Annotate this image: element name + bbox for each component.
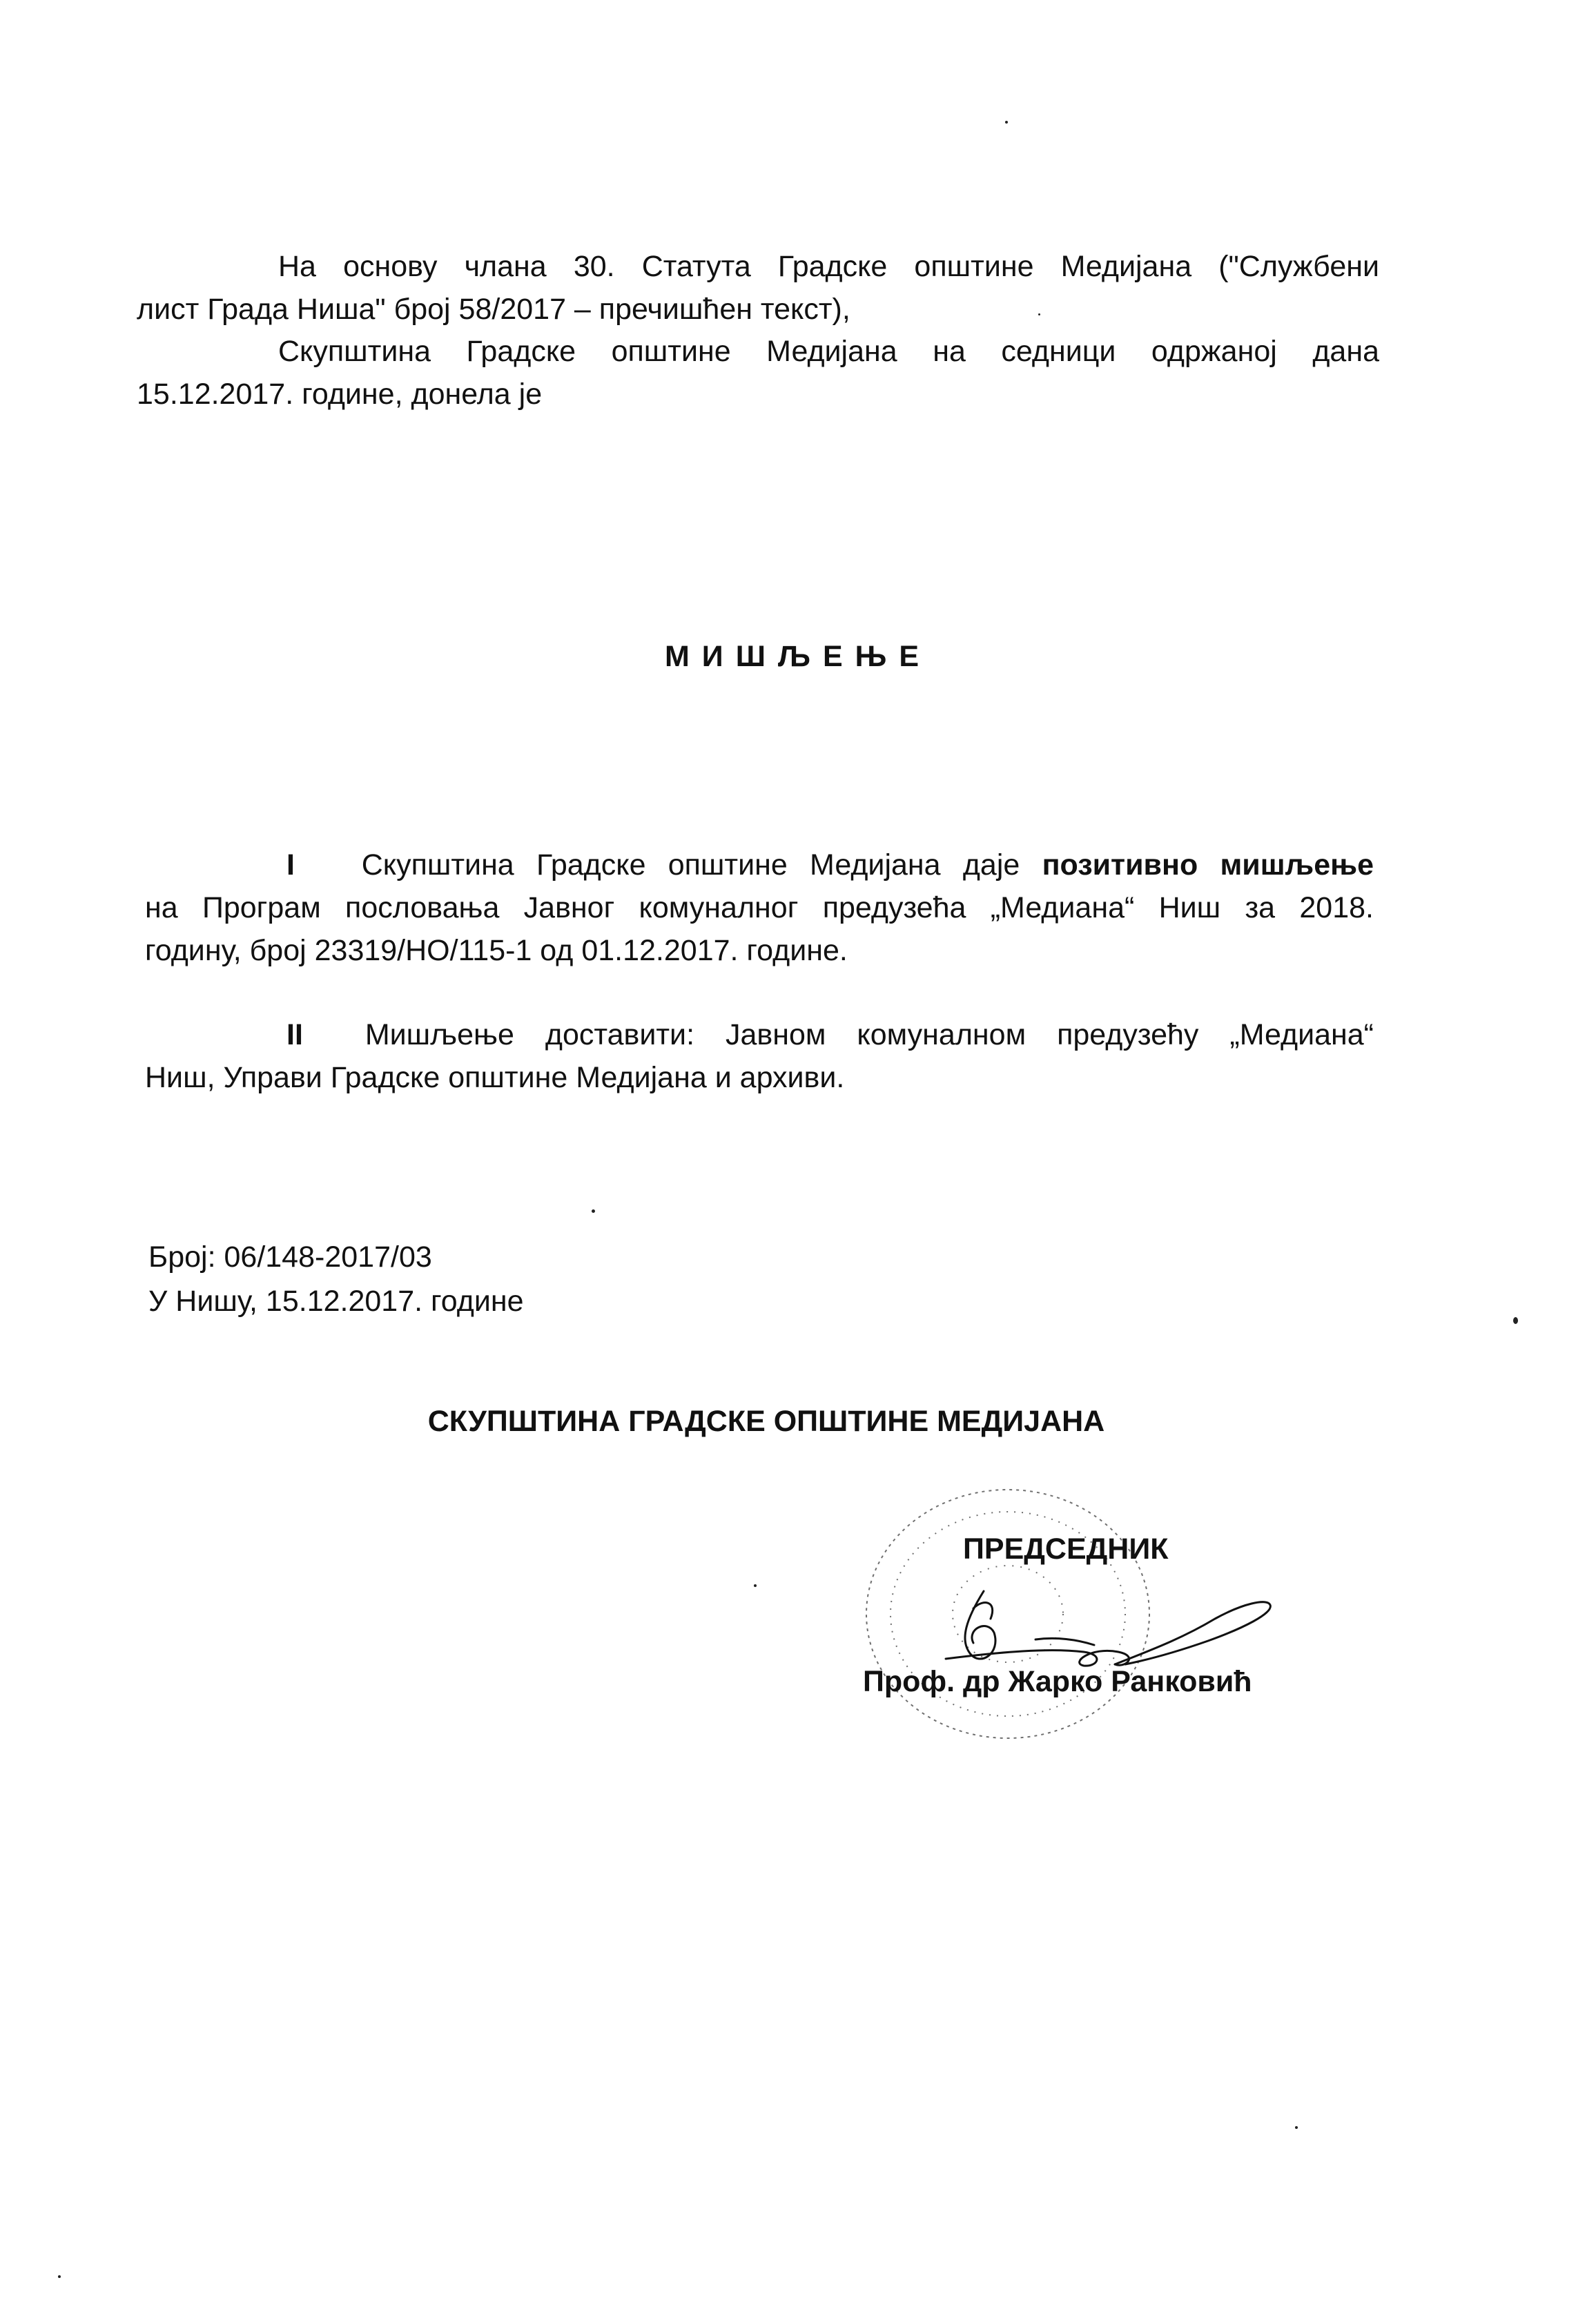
scan-speck — [592, 1209, 595, 1213]
president-title: ПРЕДСЕДНИК — [963, 1532, 1169, 1566]
institution-name: СКУПШТИНА ГРАДСКЕ ОПШТИНЕ МЕДИЈАНА — [427, 1405, 1105, 1438]
scan-speck — [1005, 121, 1008, 124]
preamble-paragraph-2 — [137, 330, 1379, 416]
section-1-paragraph — [145, 844, 1374, 972]
section-2-line-1: II Мишљење доставити: Јавном комуналном предузећу „Медиана“ — [286, 1018, 1374, 1051]
section-1-line-1: I Скупштина Градске општине Медијана даје позитивно мишљење — [286, 848, 1374, 882]
president-name: Проф. др Жарко Ранковић — [863, 1665, 1252, 1698]
preamble-1-line-2: лист Града Ниша" број 58/2017 – пречишћен текст), — [137, 293, 850, 326]
scan-speck — [1513, 1317, 1518, 1324]
section-2-line-2: Ниш, Управи Градске општине Медијана и архиви. — [145, 1061, 845, 1094]
preamble-paragraph-1 — [137, 245, 1379, 331]
section-1-line-3: годину, број 23319/НО/115-1 од 01.12.2017. године. — [145, 934, 848, 967]
section-1-emphasis: позитивно мишљење — [1042, 848, 1374, 882]
section-2-numeral: II — [286, 1018, 303, 1051]
preamble-2-line-1: Скупштина Градске општине Медијана на седници одржаној дана — [278, 335, 1379, 368]
document-title: МИШЉЕЊЕ — [664, 640, 931, 673]
scan-speck — [1038, 313, 1040, 315]
place-and-date: У Нишу, 15.12.2017. године — [148, 1285, 524, 1318]
scan-speck — [1295, 2126, 1298, 2129]
section-2-paragraph — [145, 1013, 1374, 1099]
scan-speck — [754, 1584, 757, 1587]
scan-speck — [58, 2275, 61, 2278]
section-1-line-2: на Програм пословања Јавног комуналног предузећа „Медиана“ Ниш за 2018. — [145, 891, 1374, 924]
preamble-2-line-2: 15.12.2017. године, донела је — [137, 378, 543, 411]
section-1-numeral: I — [286, 848, 295, 882]
preamble-1-line-1: На основу члана 30. Статута Градске општине Медијана ("Службени — [278, 250, 1379, 283]
reference-number: Број: 06/148-2017/03 — [148, 1240, 432, 1274]
